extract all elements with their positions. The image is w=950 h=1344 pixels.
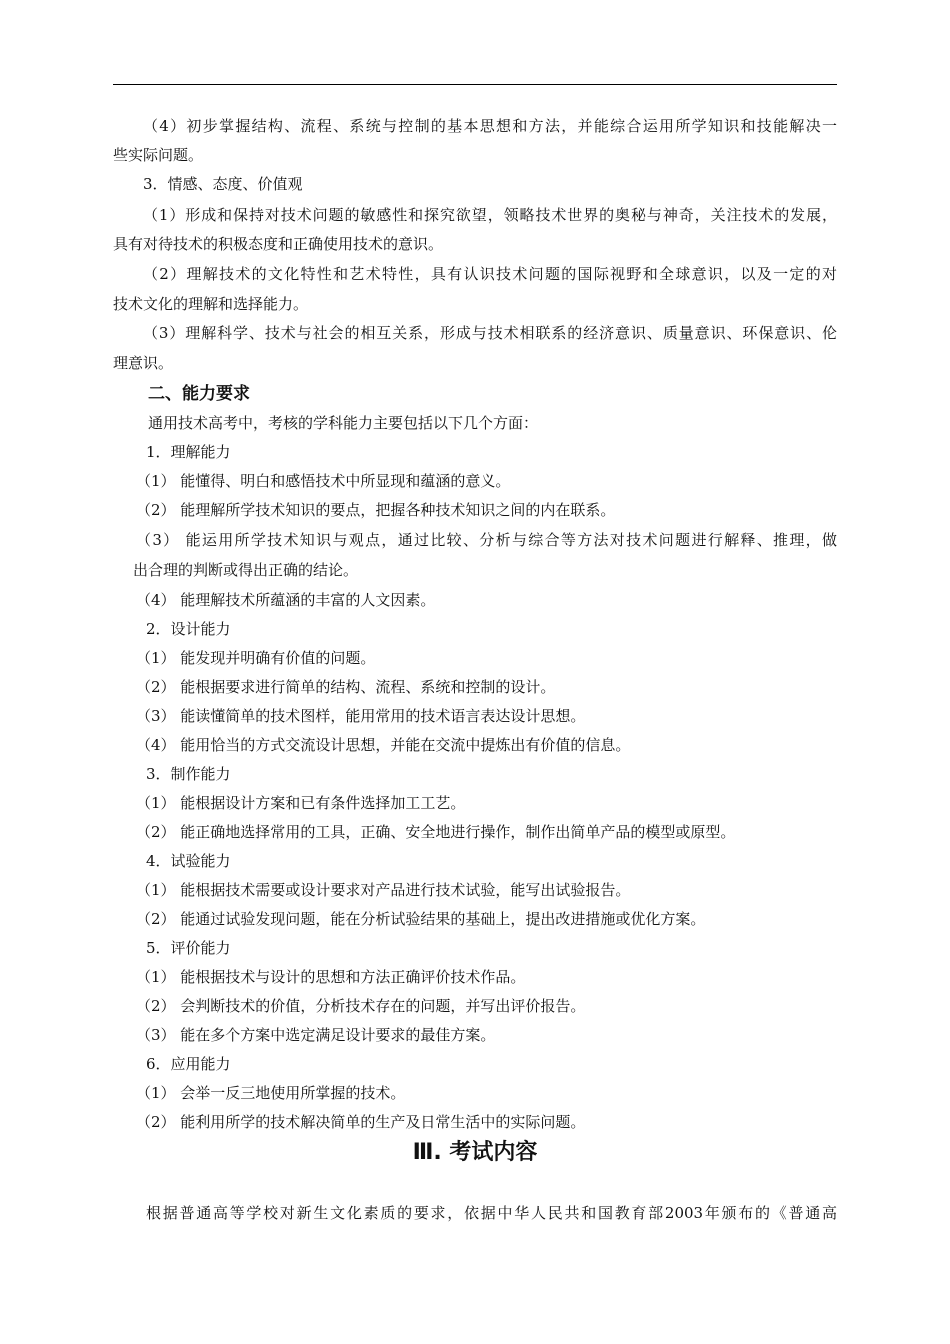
attitude-item-2-line1: （2）理解技术的文化特性和艺术特性，具有认识技术问题的国际视野和全球意识，以及一定的对	[143, 265, 837, 283]
section-title-ability: 二、能力要求	[148, 384, 250, 404]
list-item: （1） 能根据技术与设计的思想和方法正确评价技术作品。	[136, 968, 526, 986]
attitude-item-1-line1: （1）形成和保持对技术问题的敏感性和探究欲望，领略技术世界的奥秘与神奇，关注技术的发展，	[143, 206, 837, 224]
list-item: （2） 能根据要求进行简单的结构、流程、系统和控制的设计。	[136, 678, 556, 696]
list-item: （3） 能运用所学技术知识与观点，通过比较、分析与综合等方法对技术问题进行解释、推理，做	[136, 531, 837, 549]
list-item: （2） 能正确地选择常用的工具，正确、安全地进行操作，制作出简单产品的模型或原型。	[136, 823, 736, 841]
attitude-item-2-line2: 技术文化的理解和选择能力。	[113, 295, 309, 313]
list-item: （1） 能懂得、明白和感悟技术中所显现和蕴涵的意义。	[136, 472, 511, 490]
list-item: （2） 会判断技术的价值，分析技术存在的问题，并写出评价报告。	[136, 997, 586, 1015]
subheading-attitude: 3．情感、态度、价值观	[143, 175, 303, 193]
list-item: （1） 能发现并明确有价值的问题。	[136, 649, 376, 667]
attitude-item-1-line2: 具有对待技术的积极态度和正确使用技术的意识。	[113, 235, 444, 253]
attitude-item-3-line2: 理意识。	[113, 354, 174, 372]
list-item: （3） 能读懂简单的技术图样，能用常用的技术语言表达设计思想。	[136, 707, 586, 725]
group-title-design: 2．设计能力	[146, 620, 231, 638]
header-rule	[113, 84, 837, 85]
group-title-making: 3．制作能力	[146, 765, 231, 783]
list-item: （3） 能在多个方案中选定满足设计要求的最佳方案。	[136, 1026, 496, 1044]
list-item-continuation: 出合理的判断或得出正确的结论。	[133, 561, 359, 579]
list-item: （2） 能通过试验发现问题，能在分析试验结果的基础上，提出改进措施或优化方案。	[136, 910, 706, 928]
group-title-evaluation: 5．评价能力	[146, 939, 231, 957]
list-item: （4） 能用恰当的方式交流设计思想，并能在交流中提炼出有价值的信息。	[136, 736, 631, 754]
list-item: （1） 能根据技术需要或设计要求对产品进行技术试验，能写出试验报告。	[136, 881, 631, 899]
list-item: （1） 会举一反三地使用所掌握的技术。	[136, 1084, 406, 1102]
list-item: （2） 能理解所学技术知识的要点，把握各种技术知识之间的内在联系。	[136, 501, 616, 519]
list-item: （4） 能理解技术所蕴涵的丰富的人文因素。	[136, 591, 436, 609]
list-item: （1） 能根据设计方案和已有条件选择加工工艺。	[136, 794, 466, 812]
group-title-application: 6．应用能力	[146, 1055, 231, 1073]
section-title-exam-content: Ⅲ. 考试内容	[412, 1140, 538, 1165]
list-item: （2） 能利用所学的技术解决简单的生产及日常生活中的实际问题。	[136, 1113, 586, 1131]
group-title-understanding: 1．理解能力	[146, 443, 231, 461]
attitude-item-3-line1: （3）理解科学、技术与社会的相互关系，形成与技术相联系的经济意识、质量意识、环保意识、伦	[143, 324, 837, 342]
exam-content-paragraph: 根据普通高等学校对新生文化素质的要求，依据中华人民共和国教育部2003年颁布的《普通高	[146, 1204, 837, 1222]
paragraph-4-line1: （4）初步掌握结构、流程、系统与控制的基本思想和方法，并能综合运用所学知识和技能解决一	[143, 117, 837, 135]
group-title-testing: 4．试验能力	[146, 852, 231, 870]
section-intro: 通用技术高考中，考核的学科能力主要包括以下几个方面：	[148, 414, 539, 432]
paragraph-4-line2: 些实际问题。	[113, 146, 204, 164]
